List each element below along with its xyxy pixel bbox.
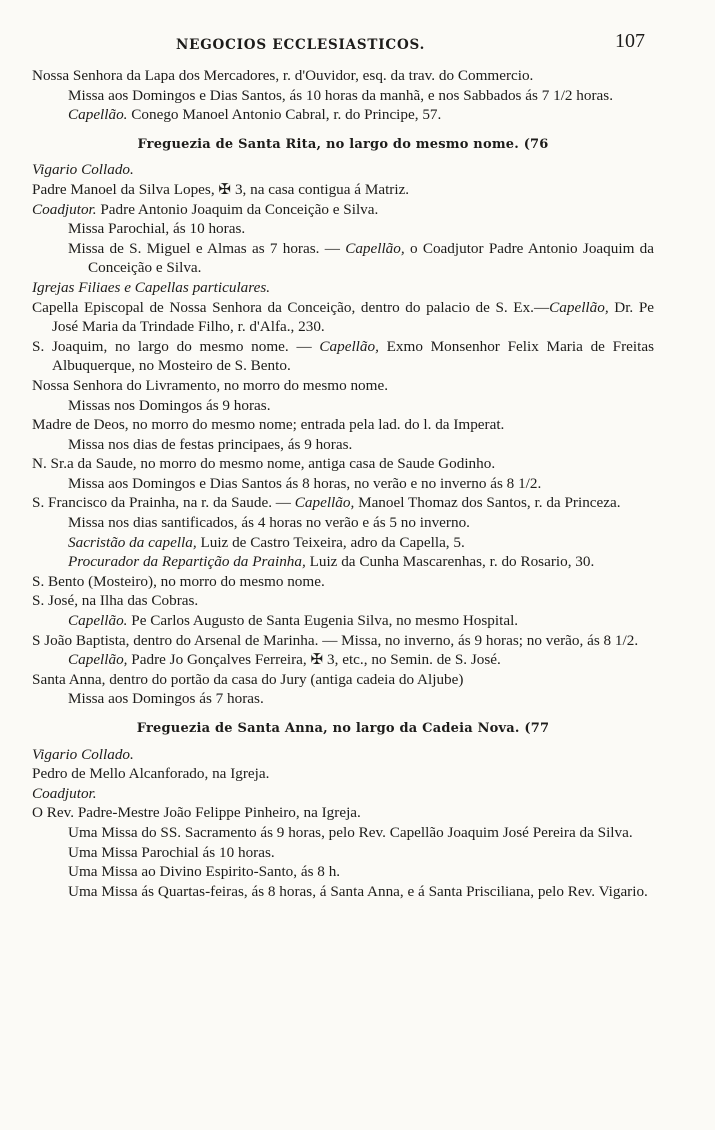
entry-s-francisco-prainha xyxy=(32,493,654,513)
entry-s-jose: S. José, na Ilha das Cobras. xyxy=(32,592,199,610)
chaplain-label: Capellão, xyxy=(549,298,609,316)
section-heading-santa-anna: Freguezia de Santa Anna, no largo da Cadeia Nova. (77 xyxy=(136,721,550,736)
chaplain-line xyxy=(32,105,654,125)
sacristan-label: Sacristão da capella, xyxy=(68,533,197,551)
mass-schedule: Missa aos Domingos ás 7 horas. xyxy=(68,690,264,708)
chaplain-line xyxy=(32,650,654,670)
entry-text-cont: Manoel Thomaz dos Santos, r. da Princeza. xyxy=(354,494,621,512)
entry-santa-anna-jury: Santa Anna, dentro do portão da casa do Jury (antiga cadeia do Aljube) xyxy=(32,670,464,688)
entry-lapa-mercadores: Nossa Senhora da Lapa dos Mercadores, r. d'Ouvidor, esq. da trav. do Commercio. xyxy=(32,67,534,84)
sacristan-line xyxy=(32,533,654,553)
subsection-heading: Igrejas Filiaes e Capellas particulares. xyxy=(32,278,271,296)
vigario-heading: Vigario Collado. xyxy=(32,161,134,179)
mass-parochial: Missa Parochial, ás 10 horas. xyxy=(68,220,246,238)
chaplain-text: Padre Jo Gonçalves Ferreira, ✠ 3, etc., no Semin. de S. José. xyxy=(127,651,501,669)
page-number: 107 xyxy=(615,30,645,52)
chaplain-text: Pe Carlos Augusto de Santa Eugenia Silva, no mesmo Hospital. xyxy=(127,612,519,630)
mass-s-miguel-chaplain: o Coadjutor Padre Antonio Joaquim da Conceição e Silva. xyxy=(88,239,654,277)
chaplain-label: Capellão. xyxy=(68,612,128,630)
mass-espirito-santo: Uma Missa ao Divino Espirito-Santo, ás 8 h. xyxy=(68,863,341,881)
entry-text: S. Francisco da Prainha, na r. da Saude. — xyxy=(32,494,295,512)
entry-s-joao-baptista: S João Baptista, dentro do Arsenal de Marinha. — Missa, no inverno, ás 9 horas; no verão, ás 8 1/2. xyxy=(32,631,639,649)
coadjutor-name: O Rev. Padre-Mestre João Felippe Pinheiro, na Igreja. xyxy=(32,804,361,822)
chaplain-line xyxy=(32,611,654,631)
running-head: NEGOCIOS ECCLESIASTICOS. xyxy=(176,37,426,53)
entry-madre-de-deos: Madre de Deos, no morro do mesmo nome; entrada pela lad. do l. da Imperat. xyxy=(32,416,505,434)
entry-text: Capella Episcopal de Nossa Senhora da Conceição, dentro do palacio de S. Ex.— xyxy=(32,298,550,316)
entry-text: S. Joaquim, no largo do mesmo nome. — xyxy=(32,337,320,355)
coadjutor-text: Padre Antonio Joaquim da Conceição e Silva. xyxy=(96,200,379,218)
mass-s-miguel xyxy=(32,239,654,278)
entry-text-cont: Exmo Monsenhor Felix Maria de Freitas Albuquerque, no Mosteiro de S. Bento. xyxy=(52,337,654,375)
procurador-text: Luiz da Cunha Mascarenhas, r. do Rosario, 30. xyxy=(305,553,595,571)
vigario-name: Padre Manoel da Silva Lopes, ✠ 3, na casa contigua á Matriz. xyxy=(32,180,410,198)
entry-s-bento: S. Bento (Mosteiro), no morro do mesmo nome. xyxy=(32,572,325,590)
chaplain-label: Capellão. xyxy=(68,106,128,124)
mass-ss-sacramento: Uma Missa do SS. Sacramento ás 9 horas, pelo Rev. Capellão Joaquim José Pereira da Silva. xyxy=(68,823,633,841)
vigario-name: Pedro de Mello Alcanforado, na Igreja. xyxy=(32,765,270,783)
entry-saude: N. Sr.a da Saude, no morro do mesmo nome, antiga casa de Saude Godinho. xyxy=(32,455,496,473)
mass-quartas-feiras: Uma Missa ás Quartas-feiras, ás 8 horas, á Santa Anna, e á Santa Prisciliana, pelo Rev. Vigario. xyxy=(68,882,648,900)
mass-schedule: Missa aos Domingos e Dias Santos, ás 10 horas da manhã, e nos Sabbados ás 7 1/2 horas. xyxy=(68,86,613,104)
sacristan-text: Luiz de Castro Teixeira, adro da Capella, 5. xyxy=(196,533,465,551)
procurador-line xyxy=(32,552,654,572)
chaplain-label: Capellão, xyxy=(294,494,355,512)
mass-schedule: Missa aos Domingos e Dias Santos ás 8 horas, no verão e no inverno ás 8 1/2. xyxy=(68,474,542,492)
mass-schedule: Missa nos dias santificados, ás 4 horas no verão e ás 5 no inverno. xyxy=(68,514,470,532)
coadjutor-heading: Coadjutor. xyxy=(32,784,97,802)
page-body xyxy=(32,66,654,901)
chaplain-label: Capellão, xyxy=(68,651,128,669)
entry-text-cont: Dr. Pe José Maria da Trindade Filho, r. d'Alfa., 230. xyxy=(52,298,655,336)
chaplain-label: Capellão, xyxy=(319,337,379,355)
entry-s-joaquim xyxy=(32,337,654,376)
mass-s-miguel-text: Missa de S. Miguel e Almas as 7 horas. — xyxy=(68,239,346,257)
coadjutor-label: Coadjutor. xyxy=(32,200,97,218)
entry-livramento: Nossa Senhora do Livramento, no morro do mesmo nome. xyxy=(32,376,389,394)
chaplain-text: Conego Manoel Antonio Cabral, r. do Principe, 57. xyxy=(127,106,442,124)
entry-capella-episcopal xyxy=(32,298,654,337)
coadjutor-line xyxy=(32,200,654,220)
mass-schedule: Missas nos Domingos ás 9 horas. xyxy=(68,396,271,414)
mass-parochial: Uma Missa Parochial ás 10 horas. xyxy=(68,843,275,861)
vigario-heading: Vigario Collado. xyxy=(32,745,134,763)
mass-schedule: Missa nos dias de festas principaes, ás 9 horas. xyxy=(68,435,353,453)
section-heading-santa-rita: Freguezia de Santa Rita, no largo do mesmo nome. (76 xyxy=(137,136,549,152)
procurador-label: Procurador da Repartição da Prainha, xyxy=(68,553,306,571)
chaplain-label: Capellão, xyxy=(345,239,405,257)
